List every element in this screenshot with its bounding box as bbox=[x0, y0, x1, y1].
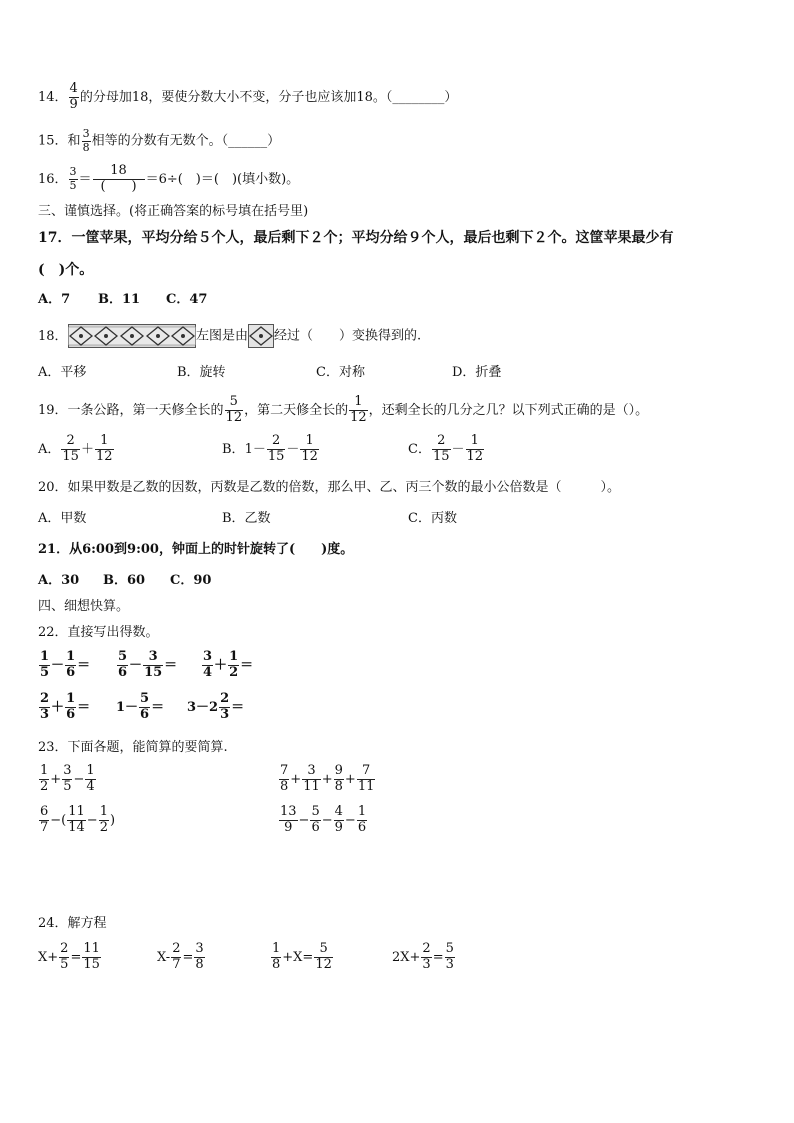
option-b[interactable]: B．60 bbox=[103, 573, 146, 588]
q22-expression-6 bbox=[187, 692, 244, 723]
fraction: $\frac{2}{7}$ bbox=[172, 941, 181, 972]
q21-options bbox=[38, 574, 211, 587]
operator: － bbox=[451, 441, 465, 457]
fraction: $\frac{1}{12}$ bbox=[350, 394, 367, 425]
operator: + bbox=[50, 771, 62, 787]
q22-expression-2 bbox=[116, 650, 177, 681]
q24-equation-1 bbox=[38, 942, 102, 973]
operator: − bbox=[298, 812, 310, 828]
equals-sign: ＝ bbox=[231, 699, 245, 715]
operator: − bbox=[321, 812, 333, 828]
operator: −( bbox=[50, 812, 67, 828]
question-19 bbox=[38, 395, 648, 426]
equals-sign: ＝ bbox=[151, 699, 165, 715]
q18-number: 18． bbox=[38, 328, 68, 344]
fraction: $\frac{1}{12}$ bbox=[95, 433, 113, 464]
q15-number: 15． bbox=[38, 133, 68, 149]
q17-line2: ( )个。 bbox=[38, 262, 94, 278]
fraction: $\frac{2}{15}$ bbox=[432, 433, 450, 464]
fraction: $\frac{3}{11}$ bbox=[303, 763, 320, 794]
question-15 bbox=[38, 128, 280, 154]
fraction: $\frac{1}{12}$ bbox=[466, 433, 484, 464]
fraction: $\frac{1}{2}$ bbox=[229, 649, 239, 680]
q17-options bbox=[38, 293, 207, 306]
fraction: $\frac{1}{5}$ bbox=[40, 649, 50, 680]
q22-title: 22．直接写出得数。 bbox=[38, 625, 159, 640]
fraction: $\frac{4}{9}$ bbox=[69, 81, 78, 112]
question-20: 20．如果甲数是乙数的因数，丙数是乙数的倍数，那么甲、乙、丙三个数的最小公倍数是（ ）。 bbox=[38, 480, 621, 495]
q19-text-pre: 19．一条公路，第一天修全长的 bbox=[38, 402, 224, 418]
fraction: $\frac{3}{8}$ bbox=[195, 941, 204, 972]
equals-sign: = bbox=[432, 949, 444, 965]
q16-text: ＝6÷( )＝( )(填小数)。 bbox=[145, 171, 300, 187]
equals-sign: ＝ bbox=[78, 171, 92, 187]
fraction: $\frac{5}{6}$ bbox=[118, 649, 128, 680]
fraction: $\frac{2}{15}$ bbox=[267, 433, 285, 464]
question-18 bbox=[38, 324, 421, 348]
q14-number: 14． bbox=[38, 89, 68, 105]
fraction: $\frac{1}{6}$ bbox=[66, 691, 76, 722]
close-paren: ) bbox=[109, 812, 116, 828]
q14-text: 的分母加18，要使分数大小不变，分子也应该加18。（________） bbox=[79, 89, 458, 105]
q15-prefix: 和 bbox=[67, 133, 81, 149]
q16-number: 16． bbox=[38, 171, 68, 187]
q18-text2: 经过（ ）变换得到的. bbox=[274, 328, 422, 344]
q19-option-a[interactable] bbox=[38, 434, 115, 465]
operator: − bbox=[86, 812, 98, 828]
fraction: $\frac{11}{14}$ bbox=[68, 804, 85, 835]
fraction: $\frac{18}{( )}$ bbox=[93, 164, 145, 195]
fraction: $\frac{1}{12}$ bbox=[301, 433, 318, 464]
q24-equation-3 bbox=[270, 942, 334, 973]
q15-text: 相等的分数有无数个。（______） bbox=[91, 133, 281, 149]
fraction: $\frac{1}{2}$ bbox=[40, 763, 49, 794]
q19-text-post: ，还剩全长的几分之几？以下列式正确的是（）。 bbox=[368, 402, 649, 418]
q23-expression-3 bbox=[38, 805, 115, 836]
operator: + bbox=[321, 771, 333, 787]
operator: + bbox=[290, 771, 302, 787]
option-c[interactable]: C．丙数 bbox=[408, 511, 457, 526]
fraction: $\frac{2}{5}$ bbox=[60, 941, 69, 972]
equals-sign: = bbox=[70, 949, 82, 965]
operator: ＋ bbox=[80, 441, 94, 457]
operator: − bbox=[73, 771, 85, 787]
question-14 bbox=[38, 82, 457, 113]
fraction: $\frac{9}{8}$ bbox=[334, 763, 343, 794]
fraction: $\frac{1}{2}$ bbox=[99, 804, 108, 835]
q24-equation-4 bbox=[392, 942, 456, 973]
question-16 bbox=[38, 164, 299, 195]
operator: + bbox=[344, 771, 356, 787]
q18-options bbox=[38, 366, 501, 379]
fraction: $\frac{2}{15}$ bbox=[62, 433, 79, 464]
fraction: $\frac{5}{6}$ bbox=[311, 804, 320, 835]
fraction: $\frac{2}{3}$ bbox=[422, 941, 431, 972]
option-label: C． bbox=[408, 441, 431, 457]
fraction: $\frac{5}{12}$ bbox=[225, 394, 243, 425]
option-b[interactable]: B．旋转 bbox=[177, 365, 226, 380]
option-a[interactable]: A．平移 bbox=[38, 365, 87, 380]
question-21: 21．从6:00到9:00，钟面上的时针旋转了( )度。 bbox=[38, 542, 354, 557]
expression-prefix: 1－ bbox=[244, 441, 266, 457]
q23-expression-4 bbox=[278, 805, 368, 836]
fraction: $\frac{3}{8}$ bbox=[82, 127, 90, 154]
option-a[interactable]: A．30 bbox=[38, 573, 80, 588]
diamond-pattern-strip-image bbox=[68, 324, 196, 348]
option-a[interactable]: A．7 bbox=[38, 292, 71, 307]
equals-sign: ＝ bbox=[77, 657, 91, 673]
expression-middle: +X= bbox=[282, 949, 314, 965]
expression-prefix: 3－2 bbox=[187, 699, 219, 715]
option-b[interactable]: B．乙数 bbox=[222, 511, 271, 526]
q17-line1: 17．一筐苹果，平均分给５个人，最后剩下２个；平均分给９个人，最后也剩下２个。这筐苹果最少有 bbox=[38, 230, 674, 246]
equals-sign: ＝ bbox=[240, 657, 254, 673]
fraction: $\frac{1}{6}$ bbox=[66, 649, 76, 680]
option-c[interactable]: C．90 bbox=[170, 573, 212, 588]
fraction: $\frac{3}{5}$ bbox=[63, 763, 72, 794]
fraction: $\frac{13}{9}$ bbox=[280, 804, 297, 835]
q19-option-c[interactable] bbox=[408, 434, 485, 465]
q22-expression-5 bbox=[116, 692, 164, 723]
operator: － bbox=[51, 657, 65, 673]
option-b[interactable]: B．11 bbox=[98, 292, 141, 307]
q23-expression-2 bbox=[278, 764, 376, 795]
fraction: $\frac{3}{15}$ bbox=[144, 649, 163, 680]
fraction: $\frac{5}{3}$ bbox=[445, 941, 454, 972]
section-heading-4: 四、细想快算。 bbox=[38, 599, 130, 614]
fraction: $\frac{5}{6}$ bbox=[140, 691, 150, 722]
expression-prefix: 2X+ bbox=[392, 949, 421, 965]
option-c[interactable]: C．47 bbox=[166, 292, 208, 307]
equals-sign: ＝ bbox=[77, 699, 91, 715]
operator: ＋ bbox=[214, 657, 228, 673]
fraction: $\frac{2}{3}$ bbox=[220, 691, 230, 722]
fraction: $\frac{6}{7}$ bbox=[40, 804, 49, 835]
fraction: $\frac{7}{8}$ bbox=[280, 763, 289, 794]
equals-sign: ＝ bbox=[164, 657, 178, 673]
fraction: $\frac{3}{4}$ bbox=[203, 649, 213, 680]
operator: ＋ bbox=[51, 699, 65, 715]
operator: − bbox=[344, 812, 356, 828]
q24-equation-2 bbox=[157, 942, 206, 973]
expression-prefix: 1－ bbox=[116, 699, 139, 715]
q19-option-b[interactable] bbox=[222, 434, 320, 465]
fraction: $\frac{3}{5}$ bbox=[69, 165, 77, 192]
q20-options bbox=[38, 512, 457, 525]
expression-prefix: X+ bbox=[38, 949, 59, 965]
fraction: $\frac{2}{3}$ bbox=[40, 691, 50, 722]
q23-expression-1 bbox=[38, 764, 97, 795]
single-diamond-tile-image bbox=[248, 324, 274, 348]
q22-expression-3 bbox=[201, 650, 253, 681]
q18-text1: 左图是由 bbox=[196, 328, 249, 344]
operator: － bbox=[129, 657, 143, 673]
option-label: B． bbox=[222, 441, 245, 457]
option-d[interactable]: D．折叠 bbox=[452, 365, 502, 380]
equals-sign: = bbox=[182, 949, 194, 965]
q22-expression-1 bbox=[38, 650, 90, 681]
fraction: $\frac{5}{12}$ bbox=[315, 941, 332, 972]
fraction: $\frac{1}{6}$ bbox=[357, 804, 367, 835]
fraction: $\frac{1}{8}$ bbox=[272, 941, 281, 972]
fraction: $\frac{11}{15}$ bbox=[83, 941, 100, 972]
fraction: $\frac{7}{11}$ bbox=[357, 763, 375, 794]
q24-title: 24．解方程 bbox=[38, 916, 107, 931]
section-heading-3: 三、谨慎选择。(将正确答案的标号填在括号里) bbox=[38, 204, 309, 219]
option-label: A． bbox=[38, 441, 61, 457]
fraction: $\frac{1}{4}$ bbox=[86, 763, 95, 794]
fraction: $\frac{4}{9}$ bbox=[334, 804, 343, 835]
q22-expression-4 bbox=[38, 692, 90, 723]
operator: － bbox=[286, 441, 300, 457]
q19-text-mid: ，第二天修全长的 bbox=[244, 402, 349, 418]
option-c[interactable]: C．对称 bbox=[316, 365, 365, 380]
expression-prefix: X- bbox=[157, 949, 171, 965]
option-a[interactable]: A．甲数 bbox=[38, 511, 87, 526]
q23-title: 23．下面各题，能简算的要简算. bbox=[38, 740, 228, 755]
